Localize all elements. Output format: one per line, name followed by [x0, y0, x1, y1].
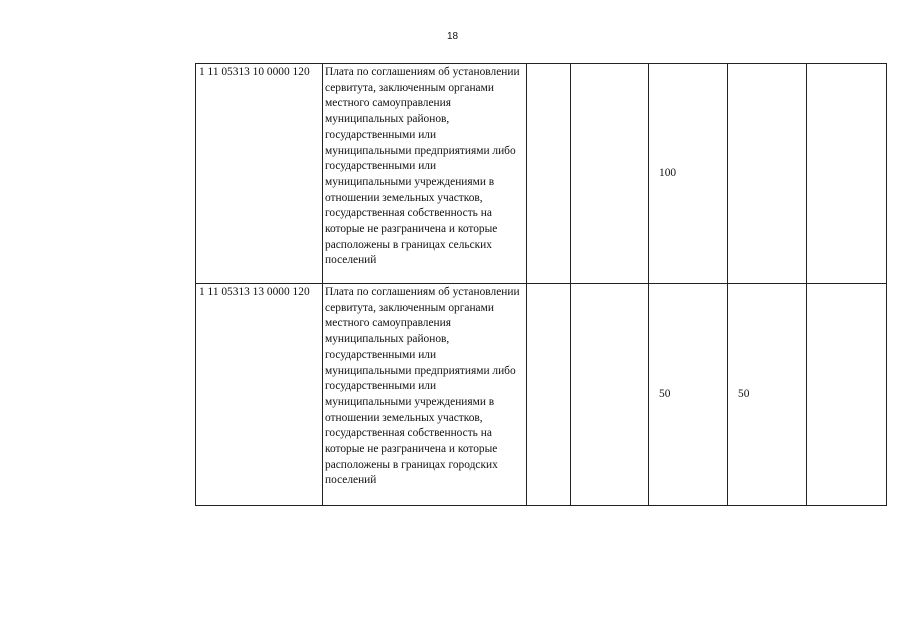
name-line: поселений — [325, 254, 377, 267]
value-cell — [527, 284, 571, 506]
budget-table — [195, 63, 887, 506]
name-line: расположены в границах сельских — [325, 238, 492, 251]
value-cell — [807, 64, 887, 284]
name-line: отношении земельных участков, — [325, 191, 483, 204]
name-line: которые не разграничена и которые — [325, 443, 498, 456]
name-line: сервитута, заключенным органами — [325, 81, 494, 94]
name-line: местного самоуправления — [325, 97, 451, 110]
name-line: государственными или — [325, 160, 437, 173]
table-row — [196, 284, 887, 506]
name-line: государственными или — [325, 380, 437, 393]
name-line: муниципальными учреждениями в — [325, 175, 495, 188]
name-line: муниципальных районов, — [325, 113, 450, 126]
name-line: муниципальными предприятиями либо — [325, 364, 516, 377]
name-line: Плата по соглашениям об установлении — [325, 66, 520, 78]
income-name-cell — [323, 64, 527, 284]
value-cell — [571, 284, 649, 506]
name-line: сервитута, заключенным органами — [325, 301, 494, 314]
value-cell: 50 — [728, 284, 807, 506]
name-line: местного самоуправления — [325, 317, 451, 330]
name-line: расположены в границах городских — [325, 458, 498, 471]
name-line: муниципальными предприятиями либо — [325, 144, 516, 157]
budget-code-cell: 1 11 05313 10 0000 120 — [196, 64, 323, 284]
name-line: государственными или — [325, 128, 437, 141]
name-line: государственными или — [325, 348, 437, 361]
name-line: поселений — [325, 474, 377, 487]
value-cell — [728, 64, 807, 284]
value-cell — [527, 64, 571, 284]
page-number: 18 — [446, 31, 459, 42]
name-line: муниципальными учреждениями в — [325, 395, 495, 408]
name-line: Плата по соглашениям об установлении — [325, 286, 520, 298]
value-cell — [807, 284, 887, 506]
name-line: которые не разграничена и которые — [325, 223, 498, 236]
value-cell: 50 — [649, 284, 728, 506]
value-cell — [571, 64, 649, 284]
table-row — [196, 64, 887, 284]
name-line: государственная собственность на — [325, 207, 492, 220]
budget-code-cell: 1 11 05313 13 0000 120 — [196, 284, 323, 506]
value-cell: 100 — [649, 64, 728, 284]
name-line: муниципальных районов, — [325, 333, 450, 346]
name-line: государственная собственность на — [325, 427, 492, 440]
income-name-cell — [323, 284, 527, 506]
name-line: отношении земельных участков, — [325, 411, 483, 424]
